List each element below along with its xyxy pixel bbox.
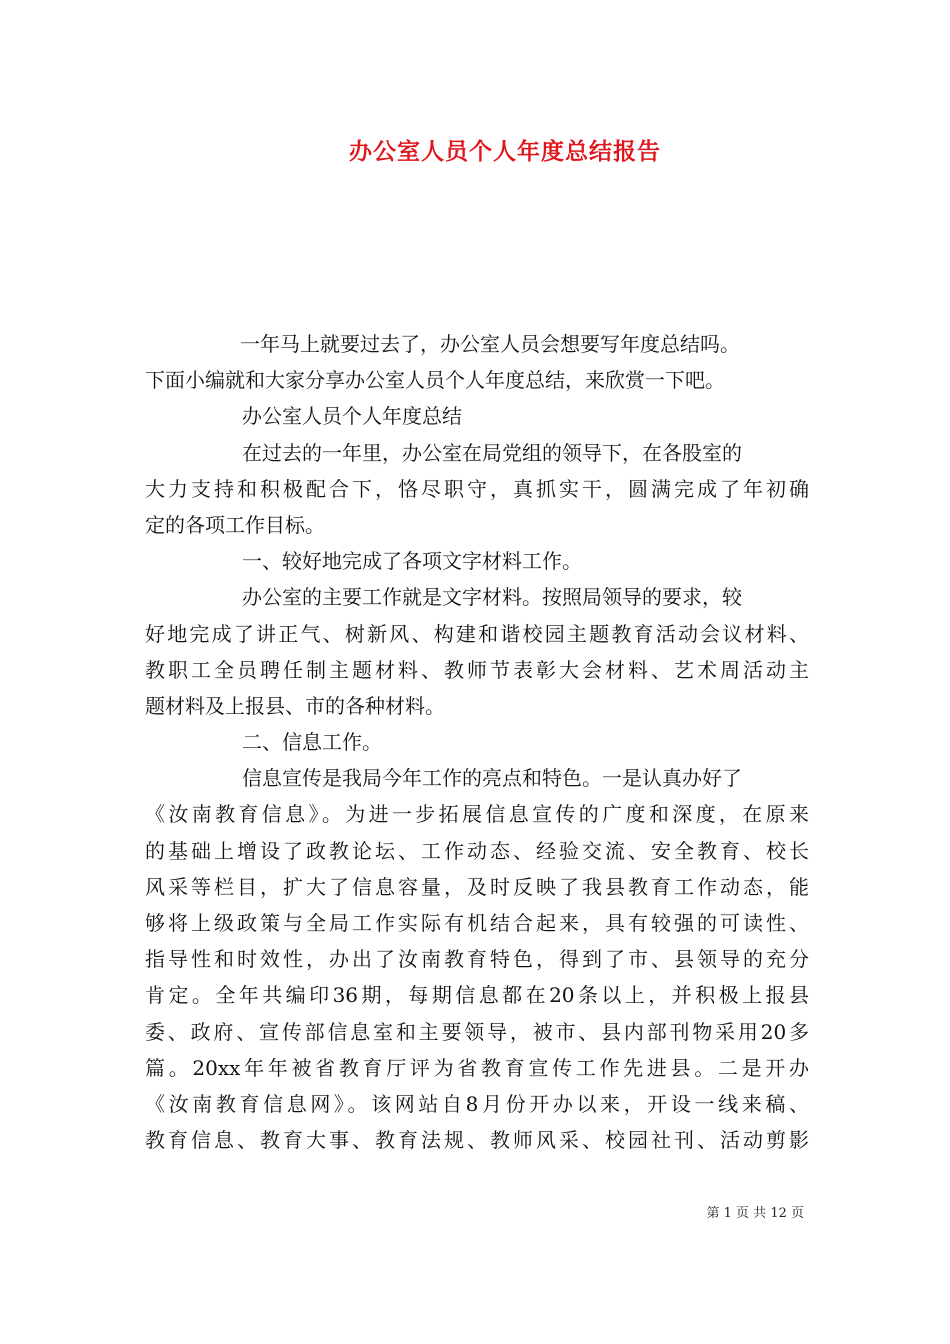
paragraph-line: 定的各项工作目标。 — [145, 512, 325, 537]
paragraph-line: 大力支持和积极配合下，恪尽职守，真抓实干，圆满完成了年初确 — [145, 476, 809, 501]
paragraph-line: 《汝南教育信息》。为进一步拓展信息宣传的广度和深度，在原来 — [145, 802, 809, 827]
section-heading: 办公室人员个人年度总结 — [242, 404, 462, 429]
page-number: 第 1 页 共 12 页 — [706, 1206, 804, 1221]
paragraph-line: 在过去的一年里，办公室在局党组的领导下，在各股室的 — [242, 440, 742, 465]
paragraph-line: 题材料及上报县、市的各种材料。 — [145, 693, 445, 718]
paragraph-line: 教育信息、教育大事、教育法规、教师风采、校园社刊、活动剪影 — [145, 1128, 809, 1153]
paragraph-line: 肯定。全年共编印36期，每期信息都在20条以上，并积极上报县 — [145, 983, 809, 1008]
section-heading: 一、较好地完成了各项文字材料工作。 — [242, 549, 582, 574]
paragraph-line: 篇。20xx年年被省教育厅评为省教育宣传工作先进县。二是开办 — [145, 1055, 809, 1080]
paragraph-line: 教职工全员聘任制主题材料、教师节表彰大会材料、艺术周活动主 — [145, 657, 809, 682]
paragraph-line: 信息宣传是我局今年工作的亮点和特色。一是认真办好了 — [242, 766, 742, 791]
paragraph-line: 指导性和时效性，办出了汝南教育特色，得到了市、县领导的充分 — [145, 947, 809, 972]
paragraph-line: 够将上级政策与全局工作实际有机结合起来，具有较强的可读性、 — [145, 911, 809, 935]
paragraph-line: 风采等栏目，扩大了信息容量，及时反映了我县教育工作动态，能 — [145, 874, 809, 899]
paragraph-line: 的基础上增设了政教论坛、工作动态、经验交流、安全教育、校长 — [145, 838, 809, 863]
paragraph-line: 好地完成了讲正气、树新风、构建和谐校园主题教育活动会议材料、 — [145, 621, 809, 646]
section-heading: 二、信息工作。 — [242, 730, 382, 755]
document-title: 办公室人员个人年度总结报告 — [349, 138, 661, 165]
paragraph-line: 委、政府、宣传部信息室和主要领导，被市、县内部刊物采用20多 — [145, 1019, 809, 1044]
paragraph-line: 办公室的主要工作就是文字材料。按照局领导的要求，较 — [242, 585, 742, 610]
document-body — [145, 326, 809, 1158]
paragraph-line: 《汝南教育信息网》。该网站自8月份开办以来，开设一线来稿、 — [145, 1091, 809, 1116]
paragraph-line: 下面小编就和大家分享办公室人员个人年度总结，来欣赏一下吧。 — [145, 368, 725, 393]
paragraph-line: 一年马上就要过去了，办公室人员会想要写年度总结吗。 — [240, 332, 740, 356]
